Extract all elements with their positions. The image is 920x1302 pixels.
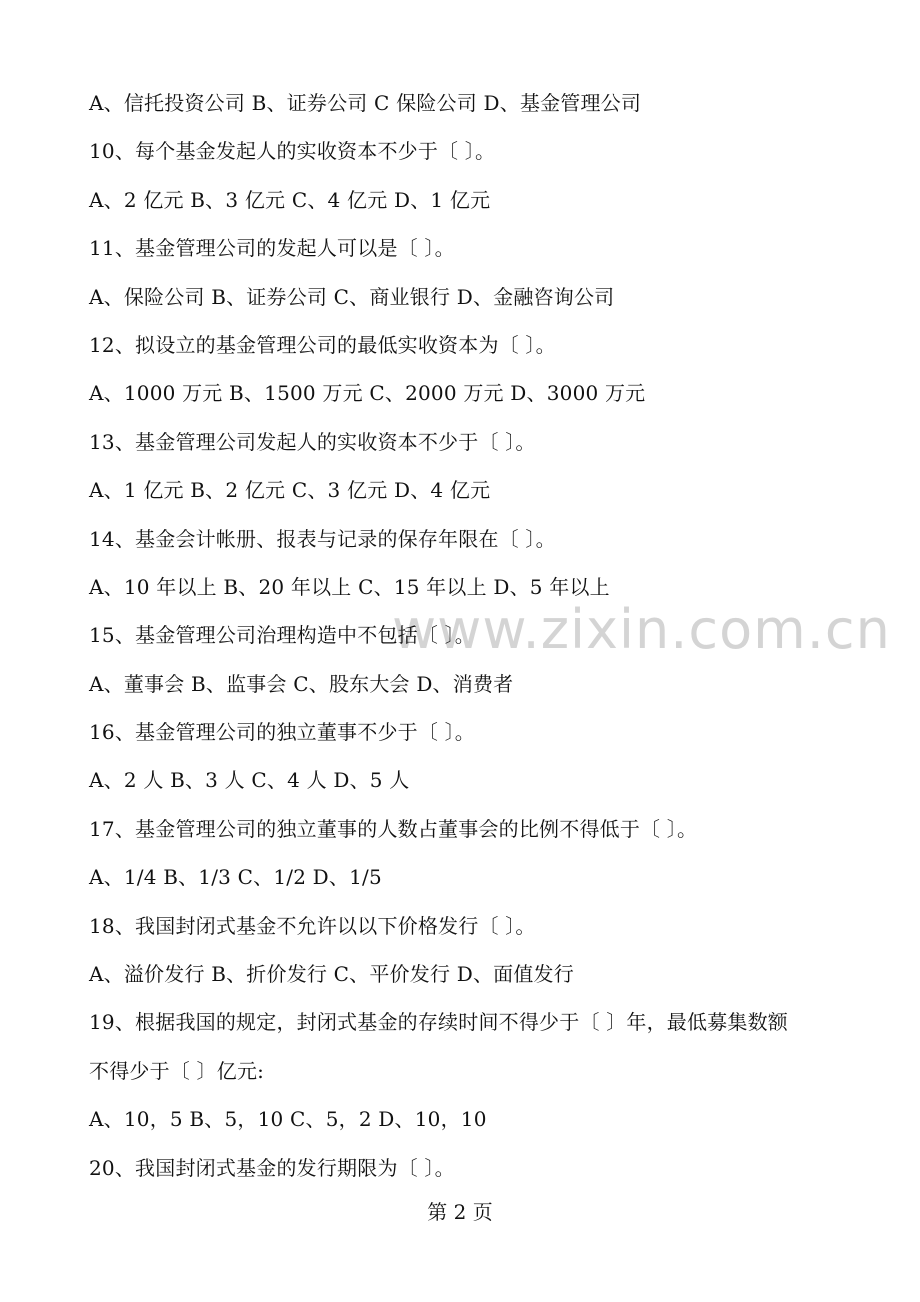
options-15: A、董事会 B、监事会 C、股东大会 D、消费者 <box>89 671 514 696</box>
options-16: A、2 人 B、3 人 C、4 人 D、5 人 <box>89 768 410 793</box>
question-19: 19、根据我国的规定，封闭式基金的存续时间不得少于〔 〕年，最低募集数额 <box>89 1010 789 1035</box>
question-16: 16、基金管理公司的独立董事不少于〔 〕。 <box>89 720 476 745</box>
question-19-continued: 不得少于〔 〕亿元: <box>89 1058 265 1083</box>
question-14: 14、基金会计帐册、报表与记录的保存年限在〔 〕。 <box>89 526 556 551</box>
options-12: A、1000 万元 B、1500 万元 C、2000 万元 D、3000 万元 <box>89 381 646 406</box>
options-13: A、1 亿元 B、2 亿元 C、3 亿元 D、4 亿元 <box>89 478 491 503</box>
options-18: A、溢价发行 B、折价发行 C、平价发行 D、面值发行 <box>89 962 574 987</box>
options-19: A、10，5 B、5，10 C、5，2 D、10，10 <box>89 1107 487 1132</box>
question-11: 11、基金管理公司的发起人可以是〔 〕。 <box>89 236 455 261</box>
question-20: 20、我国封闭式基金的发行期限为〔 〕。 <box>89 1155 455 1180</box>
options-17: A、1/4 B、1/3 C、1/2 D、1/5 <box>89 865 382 890</box>
question-17: 17、基金管理公司的独立董事的人数占董事会的比例不得低于〔 〕。 <box>89 816 698 841</box>
options-10: A、2 亿元 B、3 亿元 C、4 亿元 D、1 亿元 <box>89 187 491 212</box>
watermark: www.zixin.com.cn <box>392 598 891 661</box>
page-number: 第 2 页 <box>427 1200 493 1224</box>
options-14: A、10 年以上 B、20 年以上 C、15 年以上 D、5 年以上 <box>89 574 610 599</box>
question-15: 15、基金管理公司治理构造中不包括〔 〕。 <box>89 623 476 648</box>
question-18: 18、我国封闭式基金不允许以以下价格发行〔 〕。 <box>89 913 536 938</box>
options-11: A、保险公司 B、证券公司 C、商业银行 D、金融咨询公司 <box>89 284 615 309</box>
question-12: 12、拟设立的基金管理公司的最低实收资本为〔 〕。 <box>89 332 556 357</box>
question-10: 10、每个基金发起人的实收资本不少于〔 〕。 <box>89 139 496 164</box>
document-body <box>89 79 849 1192</box>
question-13: 13、基金管理公司发起人的实收资本不少于〔 〕。 <box>89 429 536 454</box>
text-line: A、信托投资公司 B、证券公司 C 保险公司 D、基金管理公司 <box>89 91 642 115</box>
